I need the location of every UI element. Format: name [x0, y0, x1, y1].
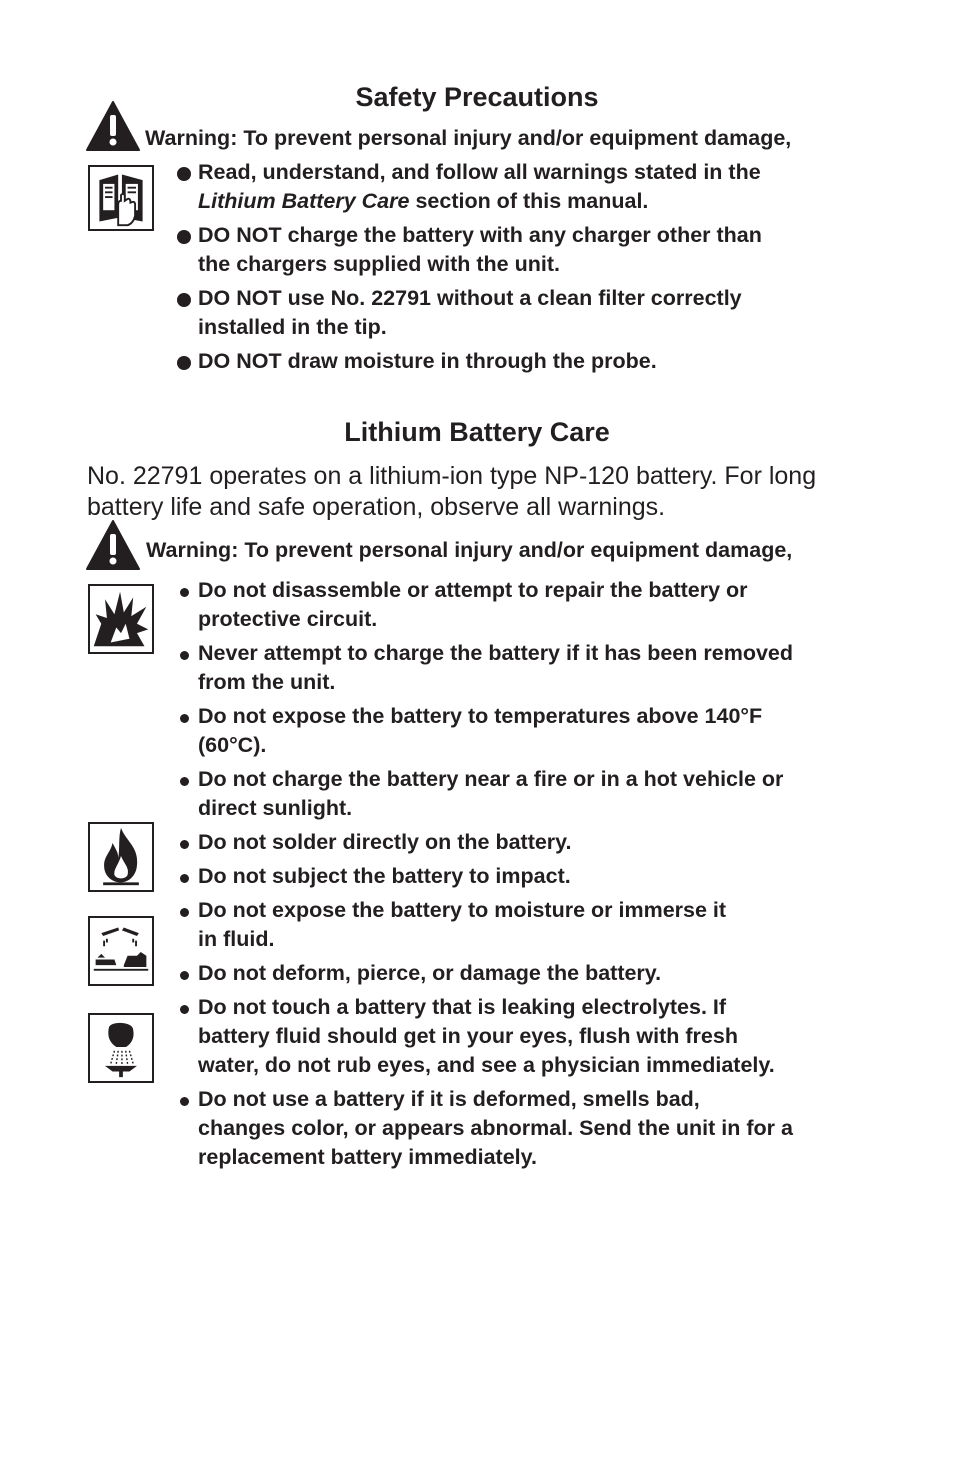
- intro-line: battery life and safe operation, observe all warnings.: [87, 493, 666, 521]
- intro-line: No. 22791 operates on a lithium-ion type NP-120 battery. For long: [87, 462, 817, 490]
- bullet-text: Do not solder directly on the battery.: [198, 830, 572, 854]
- bullet-text: Do not expose the battery to moisture or immerse it: [198, 898, 727, 922]
- manual-section-reference: Lithium Battery Care: [198, 189, 410, 213]
- bullet-text: DO NOT use No. 22791 without a clean filter correctly: [198, 286, 742, 310]
- bullet-dot: [175, 347, 193, 378]
- bullet-text: battery fluid should get in your eyes, flush with fresh: [198, 1024, 738, 1048]
- bullet-text: installed in the tip.: [198, 315, 387, 339]
- bullet-dot: [175, 765, 193, 794]
- bullet-text: the chargers supplied with the unit.: [198, 252, 560, 276]
- bullet-text: Do not charge the battery near a fire or in a hot vehicle or: [198, 767, 784, 791]
- bullet-text: Do not expose the battery to temperatures above 140°F: [198, 704, 763, 728]
- eye-wash-icon: [88, 1013, 154, 1083]
- bullet-dot: [175, 221, 193, 252]
- bullet-dot: [175, 284, 193, 315]
- warning-triangle-icon: [86, 520, 140, 570]
- bullet-text: from the unit.: [198, 670, 336, 694]
- battery-warning-text: Warning: To prevent personal injury and/or equipment damage,: [146, 538, 793, 562]
- bullet-dot: [175, 576, 193, 605]
- read-manual-icon: [88, 165, 154, 231]
- bullet-text: DO NOT draw moisture in through the probe.: [198, 349, 657, 373]
- flammable-icon: [88, 822, 154, 892]
- safety-precautions-title: Safety Precautions: [355, 82, 599, 112]
- bullet-text: direct sunlight.: [198, 796, 353, 820]
- bullet-dot: [175, 862, 193, 891]
- bullet-text: replacement battery immediately.: [198, 1145, 537, 1169]
- corrosive-icon: [88, 916, 154, 986]
- bullet-text: Do not disassemble or attempt to repair the battery or: [198, 578, 748, 602]
- safety-warning-text: Warning: To prevent personal injury and/or equipment damage,: [145, 126, 792, 150]
- bullet-dot: [175, 828, 193, 857]
- bullet-text: Never attempt to charge the battery if it has been removed: [198, 641, 793, 665]
- bullet-text: Read, understand, and follow all warnings stated in the: [198, 160, 761, 184]
- bullet-dot: [175, 993, 193, 1022]
- bullet-text: changes color, or appears abnormal. Send the unit in for a: [198, 1116, 793, 1140]
- bullet-text: section of this manual.: [409, 189, 649, 213]
- bullet-text: protective circuit.: [198, 607, 378, 631]
- warning-triangle-icon: [86, 101, 140, 151]
- bullet-dot: [175, 158, 193, 189]
- bullet-dot: [175, 959, 193, 988]
- bullet-text: Do not use a battery if it is deformed, smells bad,: [198, 1087, 700, 1111]
- bullet-dot: [175, 702, 193, 731]
- bullet-dot: [175, 1085, 193, 1114]
- bullet-text: water, do not rub eyes, and see a physician immediately.: [198, 1053, 775, 1077]
- bullet-text: Do not subject the battery to impact.: [198, 864, 571, 888]
- bullet-dot: [175, 896, 193, 925]
- bullet-dot: [175, 639, 193, 668]
- bullet-text: Do not deform, pierce, or damage the battery.: [198, 961, 662, 985]
- battery-intro: [87, 461, 816, 523]
- bullet-text: DO NOT charge the battery with any charger other than: [198, 223, 762, 247]
- bullet-text: (60°C).: [198, 733, 267, 757]
- explosion-icon: [88, 584, 154, 654]
- bullet-text: in fluid.: [198, 927, 275, 951]
- bullet-text: Do not touch a battery that is leaking electrolytes. If: [198, 995, 727, 1019]
- battery-care-title: Lithium Battery Care: [344, 417, 610, 447]
